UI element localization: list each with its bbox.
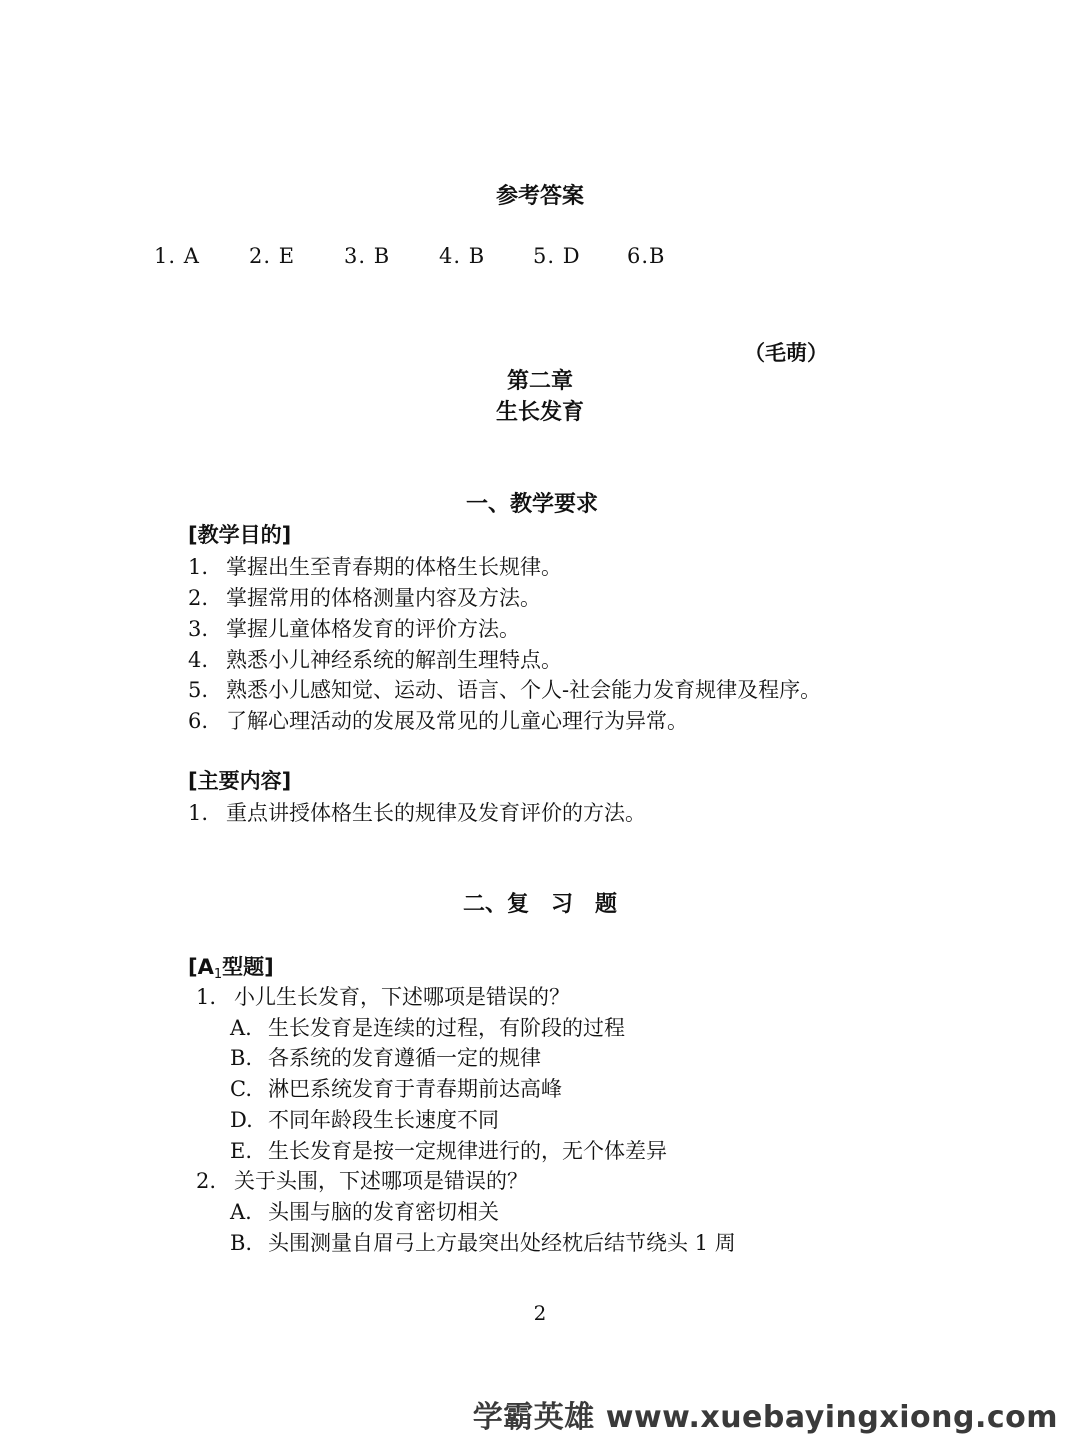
question [196, 982, 570, 1012]
item-number: 1. [188, 801, 209, 825]
answer-option [230, 1043, 541, 1073]
option-text: 不同年龄段生长速度不同 [268, 1108, 499, 1132]
list-item [188, 645, 562, 675]
option-text: 头围与脑的发育密切相关 [268, 1200, 499, 1224]
option-key: C. [230, 1077, 252, 1101]
option-text: 生长发育是按一定规律进行的，无个体差异 [268, 1139, 667, 1163]
list-item [188, 583, 541, 613]
chapter-title: 生长发育 [495, 400, 584, 425]
list-item [188, 614, 520, 644]
item-number: 5. [188, 678, 209, 702]
answer-option [230, 1074, 562, 1104]
option-key: A. [230, 1200, 252, 1224]
item-text: 掌握常用的体格测量内容及方法。 [226, 586, 541, 610]
type-label-subscript: 1 [213, 967, 223, 982]
objectives-label: [教学目的] [188, 523, 292, 547]
answer-item: 5. D [533, 244, 581, 268]
type-label-prefix: [A [188, 955, 214, 979]
question-number: 2. [196, 1169, 217, 1193]
content-label: [主要内容] [188, 769, 292, 793]
option-text: 生长发育是连续的过程，有阶段的过程 [268, 1016, 625, 1040]
option-key: B. [230, 1046, 253, 1070]
option-text: 头围测量自眉弓上方最突出处经枕后结节绕头 1 周 [268, 1231, 736, 1255]
option-key: B. [230, 1231, 253, 1255]
answer-option [230, 1013, 625, 1043]
watermark-text: 学霸英雄 www.xuebayingxiong.com [472, 1400, 1058, 1435]
list-item [188, 552, 562, 582]
item-number: 4. [188, 648, 209, 672]
item-number: 1. [188, 555, 209, 579]
question-number: 1. [196, 985, 217, 1009]
answer-option [230, 1105, 499, 1135]
chapter-label: 第二章 [506, 369, 573, 394]
item-number: 3. [188, 617, 209, 641]
answer-title: 参考答案 [495, 184, 584, 209]
answer-item: 4. B [439, 244, 486, 268]
option-text: 淋巴系统发育于青春期前达高峰 [268, 1077, 562, 1101]
item-text: 了解心理活动的发展及常见的儿童心理行为异常。 [226, 709, 688, 733]
type-label-suffix: 型题] [222, 955, 274, 979]
item-text: 掌握儿童体格发育的评价方法。 [226, 617, 520, 641]
list-item [188, 798, 646, 828]
answer-option [230, 1228, 736, 1258]
question-text: 小儿生长发育，下述哪项是错误的？ [234, 985, 570, 1009]
answer-item: 3. B [344, 244, 391, 268]
answer-item: 6.B [627, 244, 666, 268]
answer-item: 1. A [154, 244, 200, 268]
page-number: 2 [533, 1301, 547, 1325]
question-text: 关于头围，下述哪项是错误的？ [234, 1169, 528, 1193]
option-key: D. [230, 1108, 253, 1132]
section2-heading: 二、复 习 题 [462, 892, 617, 917]
answer-option [230, 1197, 499, 1227]
section1-heading: 一、教学要求 [466, 492, 599, 517]
option-key: A. [230, 1016, 252, 1040]
option-key: E. [230, 1139, 253, 1163]
author-credit: （毛萌） [744, 341, 828, 365]
list-item [188, 706, 688, 736]
item-text: 熟悉小儿感知觉、运动、语言、个人-社会能力发育规律及程序。 [226, 678, 822, 702]
item-text: 重点讲授体格生长的规律及发育评价的方法。 [226, 801, 646, 825]
option-text: 各系统的发育遵循一定的规律 [268, 1046, 541, 1070]
question [196, 1166, 528, 1196]
list-item [188, 675, 821, 705]
answer-list [0, 244, 1080, 274]
item-number: 2. [188, 586, 209, 610]
answer-option [230, 1136, 667, 1166]
item-text: 掌握出生至青春期的体格生长规律。 [226, 555, 562, 579]
item-number: 6. [188, 709, 209, 733]
answer-item: 2. E [249, 244, 296, 268]
item-text: 熟悉小儿神经系统的解剖生理特点。 [226, 648, 562, 672]
